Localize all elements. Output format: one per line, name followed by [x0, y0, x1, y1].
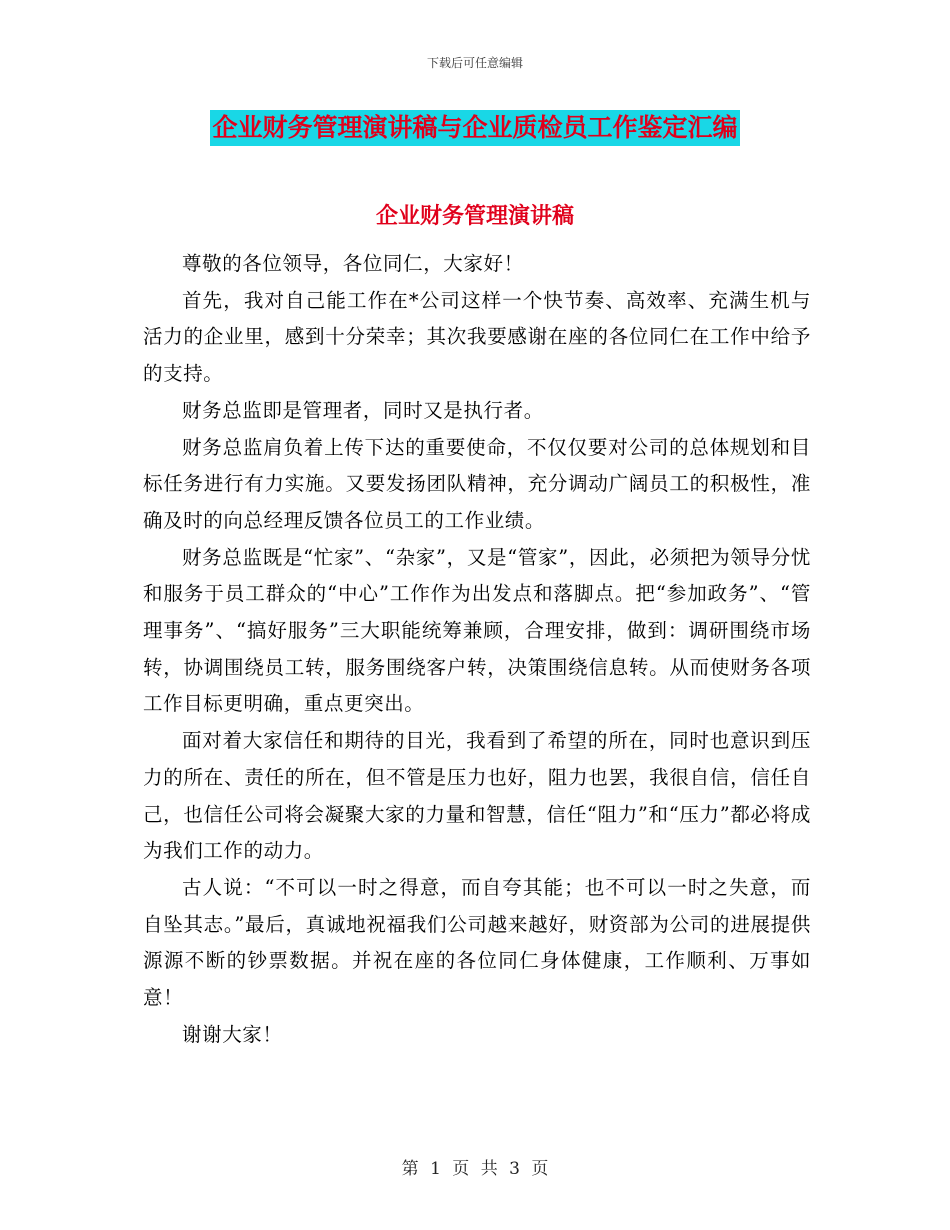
paragraph: 财务总监肩负着上传下达的重要使命，不仅仅要对公司的总体规划和目标任务进行有力实施。又要发扬团队精神，充分调动广阔员工的积极性，准确及时的向总经理反馈各位员工的工作业绩。 — [143, 435, 811, 532]
paragraph: 古人说：“不可以一时之得意，而自夸其能；也不可以一时之失意，而自坠其志。”最后，真诚地祝福我们公司越来越好，财资部为公司的进展提供源源不断的钞票数据。并祝在座的各位同仁身体健康，工作顺利、万事如意！ — [143, 875, 811, 1010]
paragraph: 财务总监即是管理者，同时又是执行者。 — [182, 398, 544, 422]
paragraph-closing: 谢谢大家！ — [182, 1022, 283, 1046]
section-title: 企业财务管理演讲稿 — [375, 204, 574, 229]
paragraph: 面对着大家信任和期待的目光，我看到了希望的所在，同时也意识到压力的所在、责任的所在，但不管是压力也好，阻力也罢，我很自信，信任自己，也信任公司将会凝聚大家的力量和智慧，信任“阻力”和“压力”都必将成为我们工作的动力。 — [143, 729, 811, 863]
page-number: 第 1 页 共 3 页 — [401, 1159, 549, 1179]
speech-body — [143, 246, 811, 1053]
header-note: 下载后可任意编辑 — [426, 56, 523, 70]
document-title-container — [0, 110, 950, 146]
document-title: 企业财务管理演讲稿与企业质检员工作鉴定汇编 — [210, 110, 739, 146]
paragraph: 财务总监既是“忙家”、“杂家”，又是“管家”，因此，必须把为领导分忧和服务于员工群众的“中心”工作作为出发点和落脚点。把“参加政务”、“管理事务”、“搞好服务”三大职能统筹兼顾，合理安排，做到：调研围绕市场转，协调围绕员工转，服务围绕客户转，决策围绕信息转。从而使财务各项工作目标更明确，重点更突出。 — [143, 545, 811, 716]
paragraph: 首先，我对自己能工作在*公司这样一个快节奏、高效率、充满生机与活力的企业里，感到十分荣幸；其次我要感谢在座的各位同仁在工作中给予的支持。 — [143, 288, 811, 386]
paragraph-greeting: 尊敬的各位领导，各位同仁，大家好！ — [182, 252, 524, 275]
